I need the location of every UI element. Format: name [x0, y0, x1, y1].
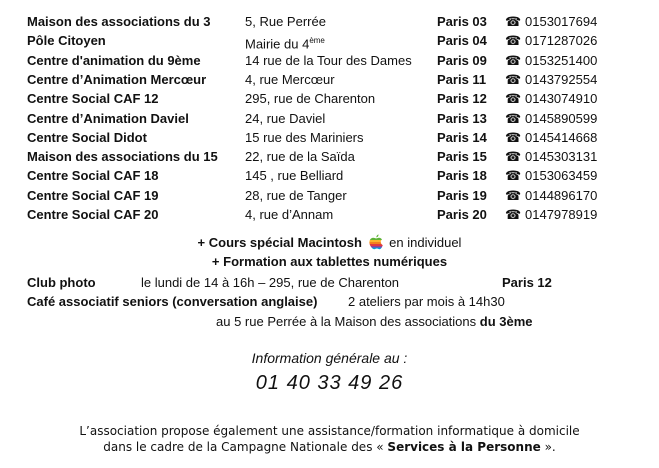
- location-name: Centre d’Animation Mercœur: [27, 71, 207, 87]
- location-city: Paris 12: [437, 91, 487, 107]
- location-address-text: 5, Rue Perrée: [245, 14, 326, 29]
- footer-line-1: L’association propose également une assistance/formation informatique à domicile: [79, 424, 580, 438]
- telephone-icon: ☎: [505, 52, 522, 68]
- location-phone: [505, 109, 597, 128]
- location-row: [0, 51, 659, 70]
- location-address: [245, 109, 325, 128]
- location-city: Paris 19: [437, 187, 487, 203]
- apple-logo-icon: [369, 234, 383, 250]
- mac-course-line: [0, 234, 659, 250]
- location-city: Paris 18: [437, 168, 487, 184]
- location-address: [245, 205, 333, 224]
- telephone-icon: ☎: [505, 33, 522, 49]
- location-phone: [505, 89, 597, 108]
- location-phone: [505, 31, 597, 50]
- footer-services-bold: Services à la Personne: [387, 440, 541, 454]
- location-name: Centre d'animation du 9ème: [27, 52, 201, 68]
- location-address-text: 4, rue Mercœur: [245, 71, 335, 87]
- location-name: Maison des associations du 15: [27, 149, 218, 165]
- location-phone-number: 0145303131: [525, 149, 598, 165]
- location-phone-number: 0144896170: [525, 187, 598, 203]
- club-photo-schedule: le lundi de 14 à 16h – 295, rue de Charenton: [141, 275, 400, 290]
- location-row: [0, 89, 659, 108]
- telephone-icon: ☎: [505, 187, 522, 203]
- location-phone-number: 0153251400: [525, 52, 598, 68]
- location-city: Paris 11: [437, 71, 487, 87]
- location-address-text: 22, rue de la Saïda: [245, 149, 355, 165]
- location-row: [0, 166, 659, 185]
- info-phone: 01 40 33 49 26: [255, 372, 404, 394]
- location-name: Centre Social CAF 19: [27, 187, 159, 203]
- location-address: [245, 51, 412, 70]
- telephone-icon: ☎: [505, 110, 522, 126]
- location-phone: [505, 128, 597, 147]
- location-city: Paris 15: [437, 149, 487, 165]
- location-phone: [505, 70, 597, 89]
- location-name: Centre d’Animation Daviel: [27, 110, 189, 126]
- location-name: Centre Social CAF 18: [27, 168, 159, 184]
- tablets-course: + Formation aux tablettes numériques: [211, 254, 448, 269]
- location-phone-number: 0171287026: [525, 33, 598, 49]
- location-name: Pôle Citoyen: [27, 33, 106, 49]
- location-city: Paris 13: [437, 110, 487, 126]
- location-row: [0, 147, 659, 166]
- location-phone: [505, 205, 597, 224]
- location-phone-number: 0145414668: [525, 129, 598, 145]
- location-address-sup: ème: [309, 36, 325, 46]
- cafe-schedule: 2 ateliers par mois à 14h30: [348, 294, 505, 309]
- location-address: [245, 186, 347, 205]
- location-row: [0, 109, 659, 128]
- location-phone: [505, 147, 597, 166]
- location-phone-number: 0153017694: [525, 14, 598, 29]
- location-phone-number: 0147978919: [525, 207, 598, 222]
- location-address-text: 295, rue de Charenton: [245, 91, 376, 107]
- location-phone-number: 0145890599: [525, 110, 598, 126]
- mac-course-tail: en individuel: [389, 235, 462, 250]
- location-city: Paris 04: [437, 33, 487, 49]
- cafe-location-text: au 5 rue Perrée à la Maison des associations: [216, 314, 477, 329]
- location-phone-number: 0143792554: [525, 71, 598, 87]
- location-row: [0, 70, 659, 89]
- telephone-icon: ☎: [505, 71, 522, 87]
- mac-course-label: + Cours spécial Macintosh: [197, 235, 362, 250]
- location-address-text: Mairie du 4: [245, 36, 310, 52]
- footer-line-2: [0, 440, 659, 454]
- location-address: [245, 147, 355, 166]
- location-address: [245, 89, 375, 108]
- telephone-icon: ☎: [505, 168, 522, 184]
- telephone-icon: ☎: [505, 14, 522, 29]
- cafe-location: [216, 312, 533, 331]
- telephone-icon: ☎: [505, 149, 522, 165]
- location-address: [245, 128, 364, 147]
- location-row: [0, 128, 659, 147]
- location-address-text: 14 rue de la Tour des Dames: [245, 52, 412, 68]
- location-row: [0, 31, 659, 50]
- location-address-text: 15 rue des Mariniers: [245, 129, 364, 145]
- location-address: [245, 166, 343, 185]
- location-row: [0, 186, 659, 205]
- telephone-icon: ☎: [505, 91, 522, 107]
- location-address: [245, 70, 335, 89]
- location-address-text: 4, rue d’Annam: [245, 207, 334, 222]
- location-phone: [505, 12, 597, 31]
- location-city: Paris 03: [437, 14, 487, 29]
- location-address-text: 145 , rue Belliard: [245, 168, 344, 184]
- footer-text-suffix: ».: [540, 440, 556, 454]
- telephone-icon: ☎: [505, 207, 522, 222]
- location-address-text: 28, rue de Tanger: [245, 187, 347, 203]
- location-address: [245, 12, 326, 31]
- location-city: Paris 09: [437, 52, 487, 68]
- location-name: Centre Social CAF 12: [27, 91, 159, 107]
- club-photo-city: Paris 12: [502, 275, 552, 290]
- location-phone-number: 0143074910: [525, 91, 598, 107]
- location-phone: [505, 51, 597, 70]
- location-city: Paris 20: [437, 207, 487, 222]
- location-name: Maison des associations du 3: [27, 14, 211, 29]
- telephone-icon: ☎: [505, 129, 522, 145]
- footer-text-prefix: dans le cadre de la Campagne Nationale des «: [103, 440, 388, 454]
- location-phone: [505, 186, 597, 205]
- location-address-text: 24, rue Daviel: [245, 110, 326, 126]
- cafe-label: Café associatif seniors (conversation anglaise): [27, 294, 318, 309]
- cafe-location-bold: du 3ème: [479, 314, 533, 329]
- location-name: Centre Social Didot: [27, 129, 147, 145]
- location-city: Paris 14: [437, 129, 487, 145]
- location-row: [0, 205, 659, 224]
- location-name: Centre Social CAF 20: [27, 207, 159, 222]
- club-photo-label: Club photo: [27, 275, 96, 290]
- info-label: Information générale au :: [251, 350, 408, 366]
- location-phone: [505, 166, 597, 185]
- location-row: [0, 12, 659, 31]
- location-phone-number: 0153063459: [525, 168, 598, 184]
